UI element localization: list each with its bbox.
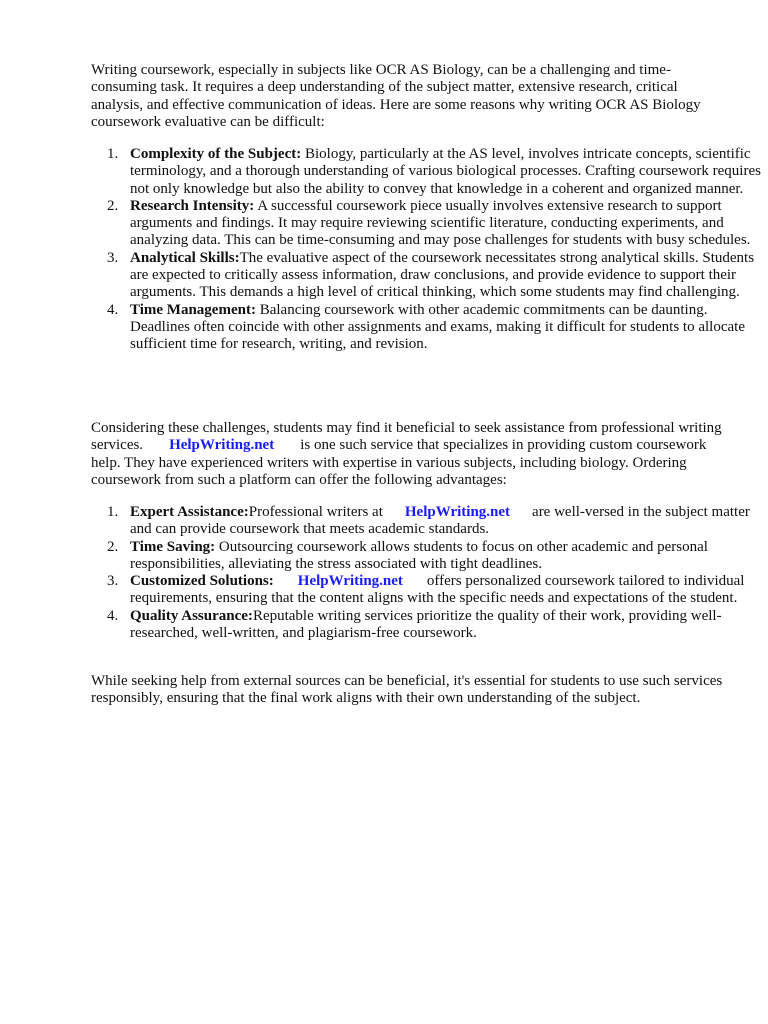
list-item <box>107 538 768 574</box>
list-term: Time Saving: <box>130 538 216 555</box>
middle-paragraph <box>91 420 731 489</box>
list-text: Balancing coursework with other academic commitments can be daunting. Deadlines often coincide with other assignments and exams, making it difficult for students to allocate sufficient time for research, writing, and revision. <box>130 301 745 353</box>
list-term: Complexity of the Subject: <box>130 146 302 162</box>
list-text: A successful coursework piece usually involves extensive research to support arguments and findings. It may require reviewing scientific literature, conducting experiments, and analyzing data. This can be time-consuming and may pose challenges for students with busy schedules. <box>130 197 751 249</box>
helpwriting-link[interactable]: HelpWriting.net <box>297 573 403 590</box>
helpwriting-link[interactable]: HelpWriting.net <box>404 504 511 520</box>
list-text-after: are well-versed in the subject matter and can provide coursework that meets academic standards. <box>130 504 750 538</box>
list-item <box>107 197 768 250</box>
list-text-before: Professional writers at <box>248 504 383 520</box>
list-item <box>107 504 768 539</box>
advantages-list <box>91 504 768 642</box>
list-number: 2. <box>107 538 119 555</box>
list-number: 3. <box>107 573 119 590</box>
challenges-list <box>91 146 768 354</box>
list-term: Time Management: <box>130 301 256 318</box>
list-text: Outsourcing coursework allows students to focus on other academic and personal responsibilities, alleviating the stress associated with tight deadlines. <box>130 538 708 572</box>
list-term: Customized Solutions: <box>130 573 274 590</box>
intro-paragraph: Writing coursework, especially in subjects like OCR AS Biology, can be a challenging and time-consuming task. It requires a deep understanding of the subject matter, extensive research, critical analysis, and effective communication of ideas. Here are some reasons why writing OCR AS Biology coursework evaluative can be difficult: <box>91 62 701 130</box>
list-term: Research Intensity: <box>130 197 255 214</box>
list-number: 1. <box>107 504 119 520</box>
list-text: Reputable writing services prioritize the quality of their work, providing well-researched, well-written, and plagiarism-free coursework. <box>130 607 722 642</box>
list-item <box>107 249 768 302</box>
helpwriting-link[interactable]: HelpWriting.net <box>169 437 275 454</box>
list-number: 2. <box>107 197 119 214</box>
list-item <box>107 607 768 643</box>
list-number: 4. <box>107 301 119 318</box>
list-term: Analytical Skills: <box>130 249 240 266</box>
list-item <box>107 301 768 354</box>
list-term: Expert Assistance: <box>130 504 249 520</box>
list-text: Biology, particularly at the AS level, involves intricate concepts, scientific terminology, and a thorough understanding of various biological processes. Crafting coursework requires not only knowledge but also the ability to convey that knowledge in a coherent and organized manner. <box>130 146 761 197</box>
middle-text-after: is one such service that specializes in providing custom coursework help. They have experienced writers with expertise in various subjects, including biology. Ordering coursework from such a platform can offer the following advantages: <box>91 437 707 488</box>
closing-paragraph: While seeking help from external sources can be beneficial, it's essential for students to use such services responsibly, ensuring that the final work aligns with their own understanding of the subject. <box>91 673 723 707</box>
list-number: 1. <box>107 146 119 162</box>
list-text: The evaluative aspect of the coursework necessitates strong analytical skills. Students are expected to critically assess information, draw conclusions, and provide evidence to support their arguments. This demands a high level of critical thinking, which some students may find challenging. <box>130 249 755 301</box>
list-number: 4. <box>107 607 119 624</box>
list-item <box>107 146 768 198</box>
list-number: 3. <box>107 249 119 266</box>
list-term: Quality Assurance: <box>130 607 253 624</box>
middle-text-before: Considering these challenges, students may find it beneficial to seek assistance from professional writing services. <box>91 420 722 454</box>
list-item <box>107 573 768 608</box>
list-text-after: offers personalized coursework tailored to individual requirements, ensuring that the content aligns with the specific needs and expectations of the student. <box>130 573 745 607</box>
